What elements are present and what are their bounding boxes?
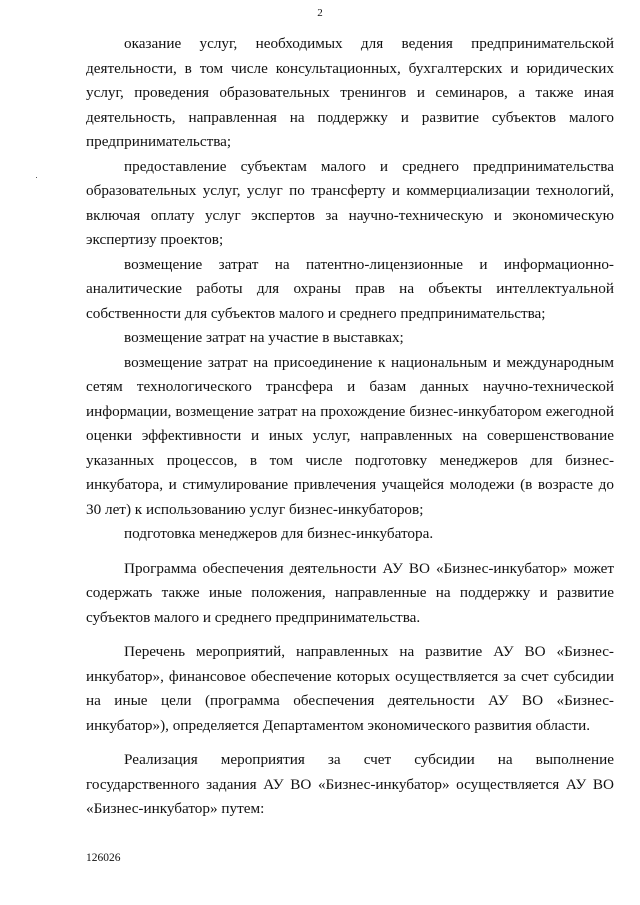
paragraph: возмещение затрат на участие в выставках; [124, 329, 404, 346]
document-code: 126026 [86, 852, 121, 864]
paragraph: Перечень мероприятий, направленных на развитие АУ ВО «Бизнес-инкубатор», финансовое обеспечение которых осуществляется за счет субсидии на иные цели (программа обеспечения деятельности АУ ВО «Бизнес-инкубатор»), определяется Департаментом экономического развития области. [86, 643, 614, 734]
paragraph: возмещение затрат на присоединение к национальным и международным сетям технологического трансфера и базам данных научно-технической информации, возмещение затрат на прохождение бизнес-инкубатором ежегодной оценки эффективности и иных услуг, направленных на совершенствование указанных процессов, в том числе подготовку менеджеров для бизнес-инкубатора, и стимулирование привлечения учащейся молодежи (в возрасте до 30 лет) к использованию услуг бизнес-инкубаторов; [86, 353, 614, 518]
paragraph: Программа обеспечения деятельности АУ ВО «Бизнес-инкубатор» может содержать также иные положения, направленные на поддержку и развитие субъектов малого и среднего предпринимательства. [86, 559, 614, 626]
paragraph: оказание услуг, необходимых для ведения предпринимательской деятельности, в том числе консультационных, бухгалтерских и юридических услуг, проведения образовательных тренингов и семинаров, а также иная деятельность, направленная на поддержку и развитие субъектов малого предпринимательства; [86, 35, 614, 150]
document-body [86, 32, 614, 822]
paragraph: Реализация мероприятия за счет субсидии на выполнение государственного задания АУ ВО «Бизнес-инкубатор» осуществляется АУ ВО «Бизнес-инкубатор» путем: [86, 751, 614, 817]
paragraph: предоставление субъектам малого и среднего предпринимательства образовательных услуг, услуг по трансферту и коммерциализации технологий, включая оплату услуг экспертов за научно-техническую и экономическую экспертизу проектов; [86, 157, 614, 248]
paragraph: подготовка менеджеров для бизнес-инкубатора. [124, 525, 434, 542]
scan-speck [36, 177, 37, 178]
paragraph: возмещение затрат на патентно-лицензионные и информационно-аналитические работы для охраны прав на объекты интеллектуальной собственности для субъектов малого и среднего предпринимательства; [86, 255, 614, 322]
page-number: 2 [317, 7, 323, 19]
